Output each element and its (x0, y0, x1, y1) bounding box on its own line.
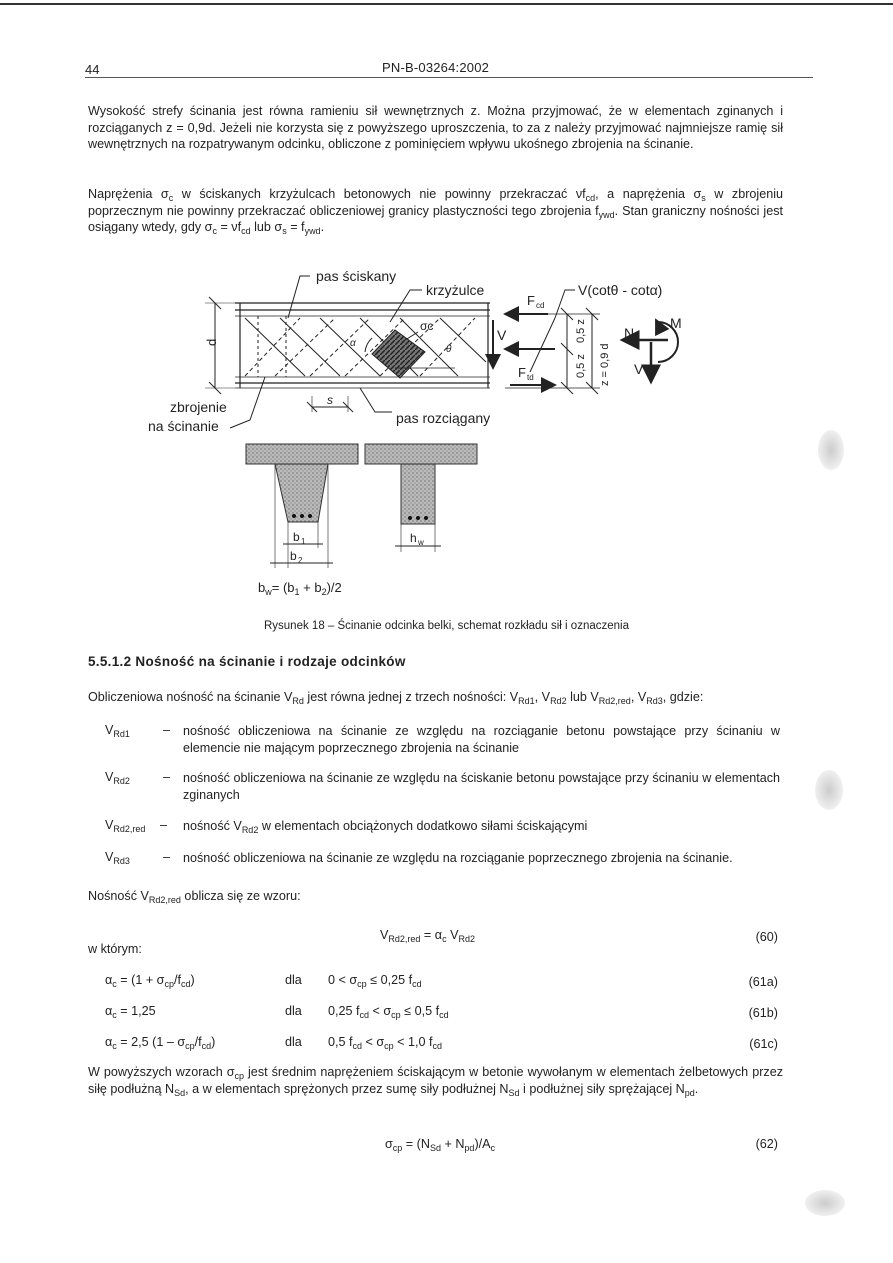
standard-header: PN-B-03264:2002 (382, 60, 490, 75)
equation-60: $V_{Rd2,red} = \alpha_c$ $V_{Rd2}$ (380, 928, 475, 944)
scan-artifact (815, 770, 843, 810)
stirrup-spacing-label: s (327, 393, 333, 407)
b1-label: b (293, 530, 300, 544)
equation-61c-number: (61c) (749, 1037, 778, 1051)
compression-chord-label: pas ściskany (316, 268, 397, 284)
axial-force-label: N (624, 325, 635, 341)
hw-label: h (410, 531, 417, 545)
scan-artifact (805, 1190, 845, 1216)
w-ktorym-label: w którym: (88, 942, 142, 956)
theta-label: θ (446, 344, 452, 355)
svg-text:w: w (418, 538, 424, 547)
strut-element (372, 330, 425, 378)
page-top-rule (0, 3, 893, 5)
t-section-rectangular (365, 444, 477, 552)
fcd-label: F (527, 293, 535, 308)
def-desc-vrd2: nośność obliczeniowa na ścinanie ze względu na ściskanie betonu powstające przy ścinaniu w elementach zginanych (183, 771, 780, 802)
def-symbol-vrd2: $V_{Rd2}$ (105, 770, 130, 786)
half-z-bottom-label: 0,5 z (575, 354, 587, 378)
equation-62: $\sigma_{cp} = (N_{Sd} + N_{pd})/A_c$ (385, 1137, 496, 1153)
moment-label: M (670, 315, 682, 331)
def-symbol-vrd3: $V_{Rd3}$ (105, 850, 130, 866)
equation-61c-condition: 0,5 $f_{cd} < \sigma_{cp} < 1,0$ $f_{cd}$ (328, 1035, 443, 1051)
def-symbol-vrd1: $V_{Rd1}$ (105, 723, 130, 739)
def-desc-vrd2red: nośność $V_{Rd2}$ w elementach obciążonych dodatkowo siłami ściskającymi (183, 819, 588, 835)
def-symbol-vrd2red: $V_{Rd2,red}$ (105, 818, 146, 834)
paragraph-shear-zone: Wysokość strefy ścinania jest równa ramieniu sił wewnętrznych z. Można przyjmować, że w elementach zginanych i rozciąganych z = 0,9d. Jeżeli nie korzysta się z powyższego uproszczenia, to za z należy przyjmować najmniejsze ramię sił wewnętrznych na rozpatrywanym odcinku, obliczone z pominięciem wpływu ukośnego zbrojenia na ścinanie. (88, 104, 783, 151)
b2-label: b (290, 549, 297, 563)
section-shear-label: V (634, 361, 644, 377)
v-cot-label: V(cotθ - cotα) (578, 282, 663, 298)
nosnosc-line: Nośność $V_{Rd2,red}$ oblicza się ze wzoru: (88, 889, 301, 905)
svg-text:td: td (527, 373, 534, 382)
svg-text:1: 1 (301, 537, 306, 546)
equation-62-number: (62) (755, 1137, 778, 1151)
shear-reinforcement-label-2: na ścinanie (148, 418, 219, 434)
ftd-label: F (518, 365, 526, 380)
free-body-diagram (493, 282, 682, 394)
scan-artifact (818, 430, 844, 470)
shear-reinforcement-label-1: zbrojenie (170, 399, 227, 415)
section-heading: 5.5.1.2 Nośność na ścinanie i rodzaje odcinków (88, 654, 406, 669)
equation-61a-lhs: $\alpha_c = (1 + \sigma_{cp}/f_{cd})$ (105, 973, 195, 989)
intro-paragraph: Obliczeniowa nośność na ścinanie $V_{Rd}$ jest równa jednej z trzech nośności: $V_{Rd1}$, $V_{Rd2}$ lub $V_{Rd2,red}$, $V_{Rd3}$, gdzie: (88, 690, 704, 706)
figure-caption: Rysunek 18 – Ścinanie odcinka belki, schemat rozkładu sił i oznaczenia (263, 620, 629, 632)
figure-18-beam-shear (0, 250, 893, 610)
beam-elevation (235, 303, 490, 388)
half-z-top-label: 0,5 z (575, 319, 587, 343)
equation-61a-condition: $0 < \sigma_{cp} \le 0,25$ $f_{cd}$ (328, 973, 422, 989)
header-rule (85, 77, 813, 78)
alpha-label: α (350, 338, 356, 349)
svg-text:2: 2 (298, 556, 303, 565)
equation-61b-number: (61b) (748, 1006, 778, 1020)
paragraph-sigma-cp: W powyższych wzorach $\sigma_{cp}$ jest średnim naprężeniem ściskającym w betonie wywołanym w elementach żelbetowych przez siłę podłużną $N_{Sd}$, a w elementach sprężonych przez sumę siły podłużnej $N_{Sd}$ i podłużnej siły sprężającej $N_{pd}$. (88, 1065, 783, 1098)
tension-chord-label: pas rozciągany (396, 410, 491, 426)
struts-label: krzyżulce (426, 282, 485, 298)
svg-text:cd: cd (536, 301, 545, 310)
equation-61b-lhs: $\alpha_c = 1,25$ (105, 1004, 156, 1020)
bw-formula: $b_w= (b_1 + b_2)/2$ (258, 580, 342, 597)
t-section-tapered (246, 444, 358, 568)
def-desc-vrd1: nośność obliczeniowa na ścinanie ze względu na rozciąganie betonu powstające przy ścinaniu w elemencie nie mającym poprzecznego zbrojenia na ścinanie (183, 724, 780, 755)
def-desc-vrd3: nośność obliczeniowa na ścinanie ze względu na rozciąganie poprzecznego zbrojenia na ścinanie. (183, 851, 733, 865)
equation-61c-lhs: $\alpha_c = 2,5$ $(1 - \sigma_{cp}/f_{cd})$ (105, 1035, 216, 1051)
equation-61a-number: (61a) (748, 975, 778, 989)
page-number: 44 (85, 62, 100, 77)
d-dimension-label: d (204, 338, 219, 346)
paragraph-stresses: Naprężenia $\sigma_c$ w ściskanych krzyżulcach betonowych nie powinny przekraczać $\nu f_{cd}$, a naprężenia $\sigma_s$ w zbrojeniu poprzecznym nie powinny przekraczać obliczeniowej granicy plastyczności tego zbrojenia $f_{ywd}$. Stan graniczny nośności jest osiągany wtedy, gdy $\sigma_c = \nu f_{cd}$ lub $\sigma_s = f_{ywd}$. (88, 187, 784, 236)
z-09d-label: z = 0,9 d (599, 343, 611, 386)
equation-61b-condition: 0,25 $f_{cd} < \sigma_{cp} \le 0,5$ $f_{cd}$ (328, 1004, 449, 1020)
sigma-c-label: σc (420, 319, 434, 333)
shear-force-label: V (497, 327, 507, 343)
equation-60-number: (60) (755, 930, 778, 944)
